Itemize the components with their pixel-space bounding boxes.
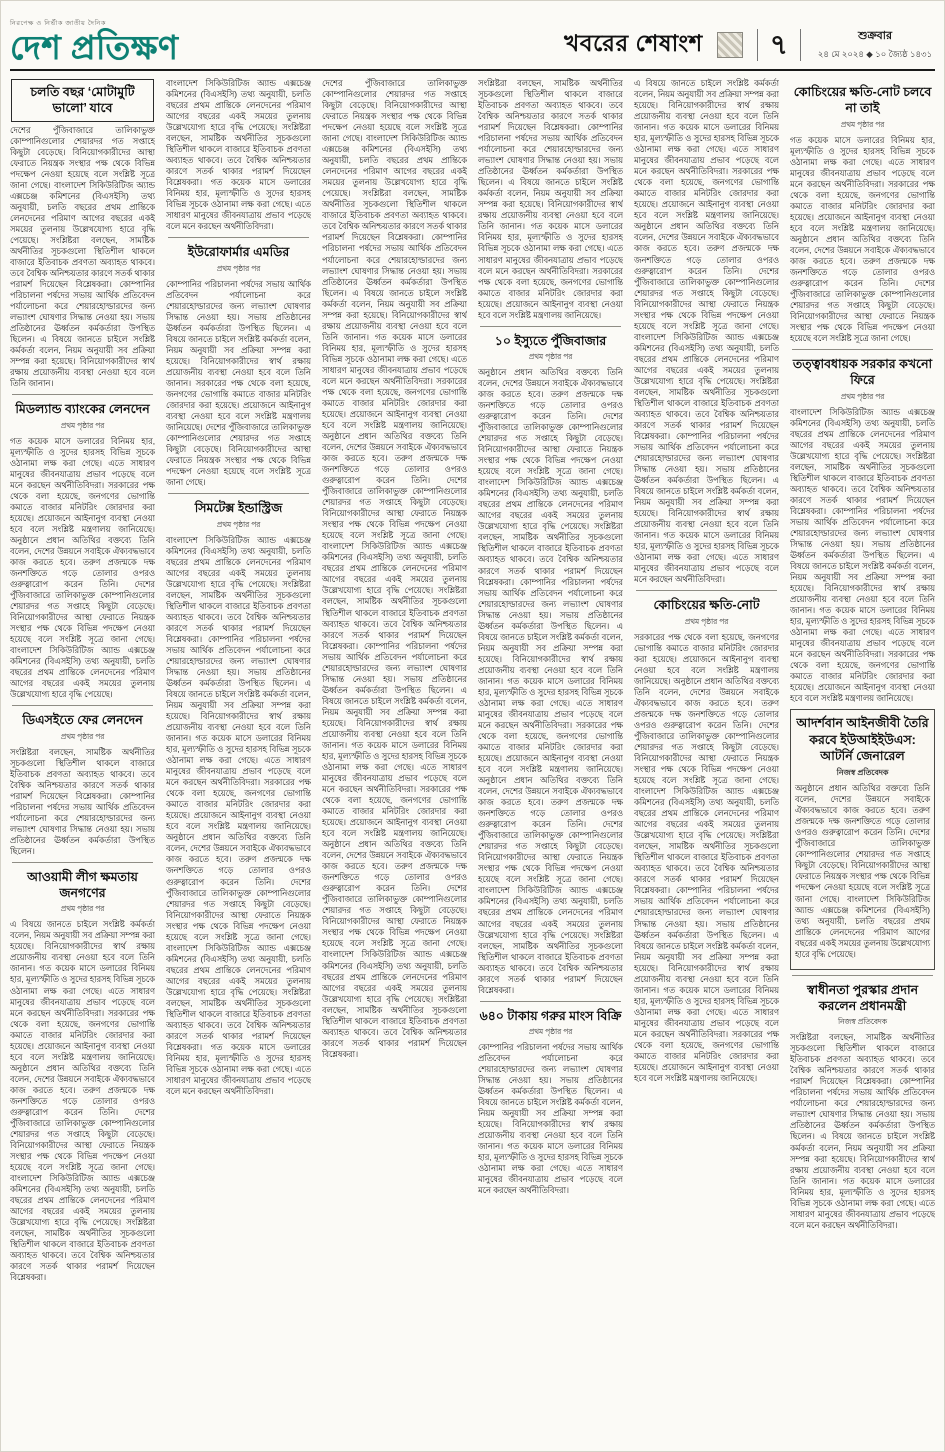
crest-icon (717, 32, 743, 58)
newspaper-logo (10, 18, 178, 64)
article-kicker: প্রথম পৃষ্ঠার পর (60, 731, 105, 741)
article-body: দেশের পুঁজিবাজারে তালিকাভুক্ত কোম্পানিগুলোর শেয়ারদর গত সপ্তাহে কিছুটা বেড়েছে। বিনিয়োগকারীদের আস্থা ফেরাতে নিয়ন্ত্রক সংস্থার পক্ষ থেকে বিভিন্ন পদক্ষেপ নেওয়া হয়েছে বলে সংশ্লিষ্ট সূত্রে জানা গেছে। বাংলাদেশ সিকিউরিটিজ অ্যান্ড এক্সচেঞ্জ কমিশনের (বিএসইসি) তথ্য অনুযায়ী, চলতি বছরের প্রথম প্রান্তিকে লেনদেনের পরিমাণ আগের বছরের একই সময়ের তুলনায় উল্লেখযোগ্য হারে বৃদ্ধি পেয়েছে। সংশ্লিষ্টরা বলছেন, সামষ্টিক অর্থনীতির সূচকগুলো স্থিতিশীল থাকলে বাজারে ইতিবাচক প্রবণতা অব্যাহত থাকবে। তবে বৈশ্বিক অনিশ্চয়তার কারণে সতর্ক থাকার পরামর্শ দিয়েছেন বিশ্লেষকরা। কোম্পানির পরিচালনা পর্ষদের সভায় আর্থিক প্রতিবেদন পর্যালোচনা করে শেয়ারহোল্ডারদের জন্য লভ্যাংশ ঘোষণার সিদ্ধান্ত নেওয়া হয়। সভায় প্রতিষ্ঠানের ঊর্ধ্বতন কর্মকর্তারা উপস্থিত ছিলেন। এ বিষয়ে জানতে চাইলে সংশ্লিষ্ট কর্মকর্তা বলেন, নিয়ম অনুযায়ী সব প্রক্রিয়া সম্পন্ন করা হয়েছে। বিনিয়োগকারীদের স্বার্থ রক্ষায় প্রয়োজনীয় ব্যবস্থা নেওয়া হবে বলে তিনি জানান। (10, 124, 155, 389)
article-divider (480, 326, 621, 327)
article-kicker: প্রথম পৃষ্ঠার পর (528, 351, 573, 361)
article-body: অনুষ্ঠানে প্রধান অতিথির বক্তব্যে তিনি বলেন, দেশের উন্নয়নে সবাইকে ঐক্যবদ্ধভাবে কাজ করতে হবে। তরুণ প্রজন্মকে দক্ষ জনশক্তিতে গড়ে তোলার ওপরও গুরুত্বারোপ করেন তিনি। দেশের পুঁজিবাজারে তালিকাভুক্ত কোম্পানিগুলোর শেয়ারদর গত সপ্তাহে কিছুটা বেড়েছে। বিনিয়োগকারীদের আস্থা ফেরাতে নিয়ন্ত্রক সংস্থার পক্ষ থেকে বিভিন্ন পদক্ষেপ নেওয়া হয়েছে বলে সংশ্লিষ্ট সূত্রে জানা গেছে। বাংলাদেশ সিকিউরিটিজ অ্যান্ড এক্সচেঞ্জ কমিশনের (বিএসইসি) তথ্য অনুযায়ী, চলতি বছরের প্রথম প্রান্তিকে লেনদেনের পরিমাণ আগের বছরের একই সময়ের তুলনায় উল্লেখযোগ্য হারে বৃদ্ধি পেয়েছে। সংশ্লিষ্টরা বলছেন, সামষ্টিক অর্থনীতির সূচকগুলো স্থিতিশীল থাকলে বাজারে ইতিবাচক প্রবণতা অব্যাহত থাকবে। তবে বৈশ্বিক অনিশ্চয়তার কারণে সতর্ক থাকার পরামর্শ দিয়েছেন বিশ্লেষকরা। কোম্পানির পরিচালনা পর্ষদের সভায় আর্থিক প্রতিবেদন পর্যালোচনা করে শেয়ারহোল্ডারদের জন্য লভ্যাংশ ঘোষণার সিদ্ধান্ত নেওয়া হয়। সভায় প্রতিষ্ঠানের ঊর্ধ্বতন কর্মকর্তারা উপস্থিত ছিলেন। এ বিষয়ে জানতে চাইলে সংশ্লিষ্ট কর্মকর্তা বলেন, নিয়ম অনুযায়ী সব প্রক্রিয়া সম্পন্ন করা হয়েছে। বিনিয়োগকারীদের স্বার্থ রক্ষায় প্রয়োজনীয় ব্যবস্থা নেওয়া হবে বলে তিনি জানান। গত কয়েক মাসে ডলারের বিনিময় হার, মূল্যস্ফীতি ও সুদের হারসহ বিভিন্ন সূচকে ওঠানামা লক্ষ করা গেছে। এতে সাধারণ মানুষের জীবনযাত্রায় প্রভাব পড়েছে বলে মনে করছেন অর্থনীতিবিদরা। সরকারের পক্ষ থেকে বলা হয়েছে, জনগণের ভোগান্তি কমাতে বাজার মনিটরিং জোরদার করা হয়েছে। প্রয়োজনে আইনানুগ ব্যবস্থা নেওয়া হবে বলে সংশ্লিষ্ট মন্ত্রণালয় জানিয়েছে। অনুষ্ঠানে প্রধান অতিথির বক্তব্যে তিনি বলেন, দেশের উন্নয়নে সবাইকে ঐক্যবদ্ধভাবে কাজ করতে হবে। তরুণ প্রজন্মকে দক্ষ জনশক্তিতে গড়ে তোলার ওপরও গুরুত্বারোপ করেন তিনি। দেশের পুঁজিবাজারে তালিকাভুক্ত কোম্পানিগুলোর শেয়ারদর গত সপ্তাহে কিছুটা বেড়েছে। বিনিয়োগকারীদের আস্থা ফেরাতে নিয়ন্ত্রক সংস্থার পক্ষ থেকে বিভিন্ন পদক্ষেপ নেওয়া হয়েছে বলে সংশ্লিষ্ট সূত্রে জানা গেছে। বাংলাদেশ সিকিউরিটিজ অ্যান্ড এক্সচেঞ্জ কমিশনের (বিএসইসি) তথ্য অনুযায়ী, চলতি বছরের প্রথম প্রান্তিকে লেনদেনের পরিমাণ আগের বছরের একই সময়ের তুলনায় উল্লেখযোগ্য হারে বৃদ্ধি পেয়েছে। সংশ্লিষ্টরা বলছেন, সামষ্টিক অর্থনীতির সূচকগুলো স্থিতিশীল থাকলে বাজারে ইতিবাচক প্রবণতা অব্যাহত থাকবে। তবে বৈশ্বিক অনিশ্চয়তার কারণে সতর্ক থাকার পরামর্শ দিয়েছেন বিশ্লেষকরা। (478, 366, 623, 995)
article-body: বাংলাদেশ সিকিউরিটিজ অ্যান্ড এক্সচেঞ্জ কমিশনের (বিএসইসি) তথ্য অনুযায়ী, চলতি বছরের প্রথম প্রান্তিকে লেনদেনের পরিমাণ আগের বছরের একই সময়ের তুলনায় উল্লেখযোগ্য হারে বৃদ্ধি পেয়েছে। সংশ্লিষ্টরা বলছেন, সামষ্টিক অর্থনীতির সূচকগুলো স্থিতিশীল থাকলে বাজারে ইতিবাচক প্রবণতা অব্যাহত থাকবে। তবে বৈশ্বিক অনিশ্চয়তার কারণে সতর্ক থাকার পরামর্শ দিয়েছেন বিশ্লেষকরা। গত কয়েক মাসে ডলারের বিনিময় হার, মূল্যস্ফীতি ও সুদের হারসহ বিভিন্ন সূচকে ওঠানামা লক্ষ করা গেছে। এতে সাধারণ মানুষের জীবনযাত্রায় প্রভাব পড়েছে বলে মনে করছেন অর্থনীতিবিদরা। (166, 78, 311, 232)
article-body: এ বিষয়ে জানতে চাইলে সংশ্লিষ্ট কর্মকর্তা বলেন, নিয়ম অনুযায়ী সব প্রক্রিয়া সম্পন্ন করা হয়েছে। বিনিয়োগকারীদের স্বার্থ রক্ষায় প্রয়োজনীয় ব্যবস্থা নেওয়া হবে বলে তিনি জানান। গত কয়েক মাসে ডলারের বিনিময় হার, মূল্যস্ফীতি ও সুদের হারসহ বিভিন্ন সূচকে ওঠানামা লক্ষ করা গেছে। এতে সাধারণ মানুষের জীবনযাত্রায় প্রভাব পড়েছে বলে মনে করছেন অর্থনীতিবিদরা। সরকারের পক্ষ থেকে বলা হয়েছে, জনগণের ভোগান্তি কমাতে বাজার মনিটরিং জোরদার করা হয়েছে। প্রয়োজনে আইনানুগ ব্যবস্থা নেওয়া হবে বলে সংশ্লিষ্ট মন্ত্রণালয় জানিয়েছে। অনুষ্ঠানে প্রধান অতিথির বক্তব্যে তিনি বলেন, দেশের উন্নয়নে সবাইকে ঐক্যবদ্ধভাবে কাজ করতে হবে। তরুণ প্রজন্মকে দক্ষ জনশক্তিতে গড়ে তোলার ওপরও গুরুত্বারোপ করেন তিনি। দেশের পুঁজিবাজারে তালিকাভুক্ত কোম্পানিগুলোর শেয়ারদর গত সপ্তাহে কিছুটা বেড়েছে। বিনিয়োগকারীদের আস্থা ফেরাতে নিয়ন্ত্রক সংস্থার পক্ষ থেকে বিভিন্ন পদক্ষেপ নেওয়া হয়েছে বলে সংশ্লিষ্ট সূত্রে জানা গেছে। বাংলাদেশ সিকিউরিটিজ অ্যান্ড এক্সচেঞ্জ কমিশনের (বিএসইসি) তথ্য অনুযায়ী, চলতি বছরের প্রথম প্রান্তিকে লেনদেনের পরিমাণ আগের বছরের একই সময়ের তুলনায় উল্লেখযোগ্য হারে বৃদ্ধি পেয়েছে। সংশ্লিষ্টরা বলছেন, সামষ্টিক অর্থনীতির সূচকগুলো স্থিতিশীল থাকলে বাজারে ইতিবাচক প্রবণতা অব্যাহত থাকবে। তবে বৈশ্বিক অনিশ্চয়তার কারণে সতর্ক থাকার পরামর্শ দিয়েছেন বিশ্লেষকরা। (10, 919, 155, 1283)
article-byline: নিজস্ব প্রতিবেদক (836, 768, 889, 778)
article-body: সরকারের পক্ষ থেকে বলা হয়েছে, জনগণের ভোগান্তি কমাতে বাজার মনিটরিং জোরদার করা হয়েছে। প্রয়োজনে আইনানুগ ব্যবস্থা নেওয়া হবে বলে সংশ্লিষ্ট মন্ত্রণালয় জানিয়েছে। অনুষ্ঠানে প্রধান অতিথির বক্তব্যে তিনি বলেন, দেশের উন্নয়নে সবাইকে ঐক্যবদ্ধভাবে কাজ করতে হবে। তরুণ প্রজন্মকে দক্ষ জনশক্তিতে গড়ে তোলার ওপরও গুরুত্বারোপ করেন তিনি। দেশের পুঁজিবাজারে তালিকাভুক্ত কোম্পানিগুলোর শেয়ারদর গত সপ্তাহে কিছুটা বেড়েছে। বিনিয়োগকারীদের আস্থা ফেরাতে নিয়ন্ত্রক সংস্থার পক্ষ থেকে বিভিন্ন পদক্ষেপ নেওয়া হয়েছে বলে সংশ্লিষ্ট সূত্রে জানা গেছে। বাংলাদেশ সিকিউরিটিজ অ্যান্ড এক্সচেঞ্জ কমিশনের (বিএসইসি) তথ্য অনুযায়ী, চলতি বছরের প্রথম প্রান্তিকে লেনদেনের পরিমাণ আগের বছরের একই সময়ের তুলনায় উল্লেখযোগ্য হারে বৃদ্ধি পেয়েছে। সংশ্লিষ্টরা বলছেন, সামষ্টিক অর্থনীতির সূচকগুলো স্থিতিশীল থাকলে বাজারে ইতিবাচক প্রবণতা অব্যাহত থাকবে। তবে বৈশ্বিক অনিশ্চয়তার কারণে সতর্ক থাকার পরামর্শ দিয়েছেন বিশ্লেষকরা। কোম্পানির পরিচালনা পর্ষদের সভায় আর্থিক প্রতিবেদন পর্যালোচনা করে শেয়ারহোল্ডারদের জন্য লভ্যাংশ ঘোষণার সিদ্ধান্ত নেওয়া হয়। সভায় প্রতিষ্ঠানের ঊর্ধ্বতন কর্মকর্তারা উপস্থিত ছিলেন। এ বিষয়ে জানতে চাইলে সংশ্লিষ্ট কর্মকর্তা বলেন, নিয়ম অনুযায়ী সব প্রক্রিয়া সম্পন্ন করা হয়েছে। বিনিয়োগকারীদের স্বার্থ রক্ষায় প্রয়োজনীয় ব্যবস্থা নেওয়া হবে বলে তিনি জানান। গত কয়েক মাসে ডলারের বিনিময় হার, মূল্যস্ফীতি ও সুদের হারসহ বিভিন্ন সূচকে ওঠানামা লক্ষ করা গেছে। এতে সাধারণ মানুষের জীবনযাত্রায় প্রভাব পড়েছে বলে মনে করছেন অর্থনীতিবিদরা। সরকারের পক্ষ থেকে বলা হয়েছে, জনগণের ভোগান্তি কমাতে বাজার মনিটরিং জোরদার করা হয়েছে। প্রয়োজনে আইনানুগ ব্যবস্থা নেওয়া হবে বলে সংশ্লিষ্ট মন্ত্রণালয় জানিয়েছে। (634, 631, 779, 1083)
news-columns (10, 78, 935, 1445)
article-kicker: প্রথম পৃষ্ঠার পর (216, 519, 261, 529)
article-headline: ১০ ইস্যুতে পুঁজিবাজার (494, 333, 607, 348)
article-kicker: প্রথম পৃষ্ঠার পর (528, 1026, 573, 1036)
date-block (815, 27, 935, 62)
article-headline: চলতি বছর ‘মোটামুটি ভালো’ যাবে (11, 79, 154, 122)
article-kicker: প্রথম পৃষ্ঠার পর (60, 904, 105, 914)
article-divider (168, 493, 309, 494)
article-headline: কোচিংয়ের ক্ষতি-নোট চলবে না তাই (793, 85, 932, 116)
article-divider (12, 394, 153, 395)
article-headline: সিমটেক্স ইন্ডাস্ট্রিজ (194, 501, 283, 516)
page-number: ৭ (757, 29, 801, 61)
article-body: দেশের পুঁজিবাজারে তালিকাভুক্ত কোম্পানিগুলোর শেয়ারদর গত সপ্তাহে কিছুটা বেড়েছে। বিনিয়োগকারীদের আস্থা ফেরাতে নিয়ন্ত্রক সংস্থার পক্ষ থেকে বিভিন্ন পদক্ষেপ নেওয়া হয়েছে বলে সংশ্লিষ্ট সূত্রে জানা গেছে। বাংলাদেশ সিকিউরিটিজ অ্যান্ড এক্সচেঞ্জ কমিশনের (বিএসইসি) তথ্য অনুযায়ী, চলতি বছরের প্রথম প্রান্তিকে লেনদেনের পরিমাণ আগের বছরের একই সময়ের তুলনায় উল্লেখযোগ্য হারে বৃদ্ধি পেয়েছে। সংশ্লিষ্টরা বলছেন, সামষ্টিক অর্থনীতির সূচকগুলো স্থিতিশীল থাকলে বাজারে ইতিবাচক প্রবণতা অব্যাহত থাকবে। তবে বৈশ্বিক অনিশ্চয়তার কারণে সতর্ক থাকার পরামর্শ দিয়েছেন বিশ্লেষকরা। কোম্পানির পরিচালনা পর্ষদের সভায় আর্থিক প্রতিবেদন পর্যালোচনা করে শেয়ারহোল্ডারদের জন্য লভ্যাংশ ঘোষণার সিদ্ধান্ত নেওয়া হয়। সভায় প্রতিষ্ঠানের ঊর্ধ্বতন কর্মকর্তারা উপস্থিত ছিলেন। এ বিষয়ে জানতে চাইলে সংশ্লিষ্ট কর্মকর্তা বলেন, নিয়ম অনুযায়ী সব প্রক্রিয়া সম্পন্ন করা হয়েছে। বিনিয়োগকারীদের স্বার্থ রক্ষায় প্রয়োজনীয় ব্যবস্থা নেওয়া হবে বলে তিনি জানান। গত কয়েক মাসে ডলারের বিনিময় হার, মূল্যস্ফীতি ও সুদের হারসহ বিভিন্ন সূচকে ওঠানামা লক্ষ করা গেছে। এতে সাধারণ মানুষের জীবনযাত্রায় প্রভাব পড়েছে বলে মনে করছেন অর্থনীতিবিদরা। সরকারের পক্ষ থেকে বলা হয়েছে, জনগণের ভোগান্তি কমাতে বাজার মনিটরিং জোরদার করা হয়েছে। প্রয়োজনে আইনানুগ ব্যবস্থা নেওয়া হবে বলে সংশ্লিষ্ট মন্ত্রণালয় জানিয়েছে। অনুষ্ঠানে প্রধান অতিথির বক্তব্যে তিনি বলেন, দেশের উন্নয়নে সবাইকে ঐক্যবদ্ধভাবে কাজ করতে হবে। তরুণ প্রজন্মকে দক্ষ জনশক্তিতে গড়ে তোলার ওপরও গুরুত্বারোপ করেন তিনি। দেশের পুঁজিবাজারে তালিকাভুক্ত কোম্পানিগুলোর শেয়ারদর গত সপ্তাহে কিছুটা বেড়েছে। বিনিয়োগকারীদের আস্থা ফেরাতে নিয়ন্ত্রক সংস্থার পক্ষ থেকে বিভিন্ন পদক্ষেপ নেওয়া হয়েছে বলে সংশ্লিষ্ট সূত্রে জানা গেছে। বাংলাদেশ সিকিউরিটিজ অ্যান্ড এক্সচেঞ্জ কমিশনের (বিএসইসি) তথ্য অনুযায়ী, চলতি বছরের প্রথম প্রান্তিকে লেনদেনের পরিমাণ আগের বছরের একই সময়ের তুলনায় উল্লেখযোগ্য হারে বৃদ্ধি পেয়েছে। সংশ্লিষ্টরা বলছেন, সামষ্টিক অর্থনীতির সূচকগুলো স্থিতিশীল থাকলে বাজারে ইতিবাচক প্রবণতা অব্যাহত থাকবে। তবে বৈশ্বিক অনিশ্চয়তার কারণে সতর্ক থাকার পরামর্শ দিয়েছেন বিশ্লেষকরা। কোম্পানির পরিচালনা পর্ষদের সভায় আর্থিক প্রতিবেদন পর্যালোচনা করে শেয়ারহোল্ডারদের জন্য লভ্যাংশ ঘোষণার সিদ্ধান্ত নেওয়া হয়। সভায় প্রতিষ্ঠানের ঊর্ধ্বতন কর্মকর্তারা উপস্থিত ছিলেন। এ বিষয়ে জানতে চাইলে সংশ্লিষ্ট কর্মকর্তা বলেন, নিয়ম অনুযায়ী সব প্রক্রিয়া সম্পন্ন করা হয়েছে। বিনিয়োগকারীদের স্বার্থ রক্ষায় প্রয়োজনীয় ব্যবস্থা নেওয়া হবে বলে তিনি জানান। গত কয়েক মাসে ডলারের বিনিময় হার, মূল্যস্ফীতি ও সুদের হারসহ বিভিন্ন সূচকে ওঠানামা লক্ষ করা গেছে। এতে সাধারণ মানুষের জীবনযাত্রায় প্রভাব পড়েছে বলে মনে করছেন অর্থনীতিবিদরা। সরকারের পক্ষ থেকে বলা হয়েছে, জনগণের ভোগান্তি কমাতে বাজার মনিটরিং জোরদার করা হয়েছে। প্রয়োজনে আইনানুগ ব্যবস্থা নেওয়া হবে বলে সংশ্লিষ্ট মন্ত্রণালয় জানিয়েছে। অনুষ্ঠানে প্রধান অতিথির বক্তব্যে তিনি বলেন, দেশের উন্নয়নে সবাইকে ঐক্যবদ্ধভাবে কাজ করতে হবে। তরুণ প্রজন্মকে দক্ষ জনশক্তিতে গড়ে তোলার ওপরও গুরুত্বারোপ করেন তিনি। দেশের পুঁজিবাজারে তালিকাভুক্ত কোম্পানিগুলোর শেয়ারদর গত সপ্তাহে কিছুটা বেড়েছে। বিনিয়োগকারীদের আস্থা ফেরাতে নিয়ন্ত্রক সংস্থার পক্ষ থেকে বিভিন্ন পদক্ষেপ নেওয়া হয়েছে বলে সংশ্লিষ্ট সূত্রে জানা গেছে। বাংলাদেশ সিকিউরিটিজ অ্যান্ড এক্সচেঞ্জ কমিশনের (বিএসইসি) তথ্য অনুযায়ী, চলতি বছরের প্রথম প্রান্তিকে লেনদেনের পরিমাণ আগের বছরের একই সময়ের তুলনায় উল্লেখযোগ্য হারে বৃদ্ধি পেয়েছে। সংশ্লিষ্টরা বলছেন, সামষ্টিক অর্থনীতির সূচকগুলো স্থিতিশীল থাকলে বাজারে ইতিবাচক প্রবণতা অব্যাহত থাকবে। তবে বৈশ্বিক অনিশ্চয়তার কারণে সতর্ক থাকার পরামর্শ দিয়েছেন বিশ্লেষকরা। (322, 78, 467, 1059)
news-column-2 (166, 78, 311, 1445)
masthead-tagline: নিরপেক্ষ ও নির্ভীক জাতীয় দৈনিক (10, 20, 106, 27)
article-divider (792, 349, 933, 350)
news-column-5 (634, 78, 779, 1445)
date-line: ২৪ মে ২০২৪ ◆ ১০ জ্যৈষ্ঠ ১৪৩১ (817, 49, 933, 59)
boxed-article (790, 709, 935, 969)
newspaper-logo-text: দেশ প্রতিক্ষণ (10, 29, 179, 66)
news-column-4 (478, 78, 623, 1445)
article-headline: তত্ত্বাবধায়ক সরকার কখনো ফিরে (792, 357, 933, 388)
article-headline: মিডল্যান্ড ব্যাংকের লেনদেন (15, 402, 150, 417)
article-headline: আদর্শবান আইনজীবী তৈরি করবে ইউআইইউএস: আটর্নি জেনারেল (796, 716, 929, 763)
article-kicker: প্রথম পৃষ্ঠার পর (840, 391, 885, 401)
article-divider (636, 590, 777, 591)
article-kicker: প্রথম পৃষ্ঠার পর (684, 616, 729, 626)
article-headline: ইউরোফার্মার এমডির (187, 245, 290, 260)
article-body: অনুষ্ঠানে প্রধান অতিথির বক্তব্যে তিনি বলেন, দেশের উন্নয়নে সবাইকে ঐক্যবদ্ধভাবে কাজ করতে হবে। তরুণ প্রজন্মকে দক্ষ জনশক্তিতে গড়ে তোলার ওপরও গুরুত্বারোপ করেন তিনি। দেশের পুঁজিবাজারে তালিকাভুক্ত কোম্পানিগুলোর শেয়ারদর গত সপ্তাহে কিছুটা বেড়েছে। বিনিয়োগকারীদের আস্থা ফেরাতে নিয়ন্ত্রক সংস্থার পক্ষ থেকে বিভিন্ন পদক্ষেপ নেওয়া হয়েছে বলে সংশ্লিষ্ট সূত্রে জানা গেছে। বাংলাদেশ সিকিউরিটিজ অ্যান্ড এক্সচেঞ্জ কমিশনের (বিএসইসি) তথ্য অনুযায়ী, চলতি বছরের প্রথম প্রান্তিকে লেনদেনের পরিমাণ আগের বছরের একই সময়ের তুলনায় উল্লেখযোগ্য হারে বৃদ্ধি পেয়েছে। (795, 783, 930, 959)
article-headline: ডিএসইতে ফের লেনদেন (22, 713, 143, 728)
article-body: সংশ্লিষ্টরা বলছেন, সামষ্টিক অর্থনীতির সূচকগুলো স্থিতিশীল থাকলে বাজারে ইতিবাচক প্রবণতা অব্যাহত থাকবে। তবে বৈশ্বিক অনিশ্চয়তার কারণে সতর্ক থাকার পরামর্শ দিয়েছেন বিশ্লেষকরা। কোম্পানির পরিচালনা পর্ষদের সভায় আর্থিক প্রতিবেদন পর্যালোচনা করে শেয়ারহোল্ডারদের জন্য লভ্যাংশ ঘোষণার সিদ্ধান্ত নেওয়া হয়। সভায় প্রতিষ্ঠানের ঊর্ধ্বতন কর্মকর্তারা উপস্থিত ছিলেন। এ বিষয়ে জানতে চাইলে সংশ্লিষ্ট কর্মকর্তা বলেন, নিয়ম অনুযায়ী সব প্রক্রিয়া সম্পন্ন করা হয়েছে। বিনিয়োগকারীদের স্বার্থ রক্ষায় প্রয়োজনীয় ব্যবস্থা নেওয়া হবে বলে তিনি জানান। গত কয়েক মাসে ডলারের বিনিময় হার, মূল্যস্ফীতি ও সুদের হারসহ বিভিন্ন সূচকে ওঠানামা লক্ষ করা গেছে। এতে সাধারণ মানুষের জীবনযাত্রায় প্রভাব পড়েছে বলে মনে করছেন অর্থনীতিবিদরা। (790, 1032, 935, 1230)
news-column-1 (10, 78, 155, 1445)
weekday-label: শুক্রবার (857, 30, 893, 42)
news-column-3 (322, 78, 467, 1445)
article-kicker: প্রথম পৃষ্ঠার পর (216, 263, 261, 273)
article-kicker: প্রথম পৃষ্ঠার পর (60, 420, 105, 430)
article-headline: কোচিংয়ের ক্ষতি-নোট (653, 598, 760, 613)
article-headline: স্বাধীনতা পুরস্কার প্রদান করলেন প্রধানমন্ত্রী (806, 982, 919, 1013)
article-body: গত কয়েক মাসে ডলারের বিনিময় হার, মূল্যস্ফীতি ও সুদের হারসহ বিভিন্ন সূচকে ওঠানামা লক্ষ করা গেছে। এতে সাধারণ মানুষের জীবনযাত্রায় প্রভাব পড়েছে বলে মনে করছেন অর্থনীতিবিদরা। সরকারের পক্ষ থেকে বলা হয়েছে, জনগণের ভোগান্তি কমাতে বাজার মনিটরিং জোরদার করা হয়েছে। প্রয়োজনে আইনানুগ ব্যবস্থা নেওয়া হবে বলে সংশ্লিষ্ট মন্ত্রণালয় জানিয়েছে। অনুষ্ঠানে প্রধান অতিথির বক্তব্যে তিনি বলেন, দেশের উন্নয়নে সবাইকে ঐক্যবদ্ধভাবে কাজ করতে হবে। তরুণ প্রজন্মকে দক্ষ জনশক্তিতে গড়ে তোলার ওপরও গুরুত্বারোপ করেন তিনি। দেশের পুঁজিবাজারে তালিকাভুক্ত কোম্পানিগুলোর শেয়ারদর গত সপ্তাহে কিছুটা বেড়েছে। বিনিয়োগকারীদের আস্থা ফেরাতে নিয়ন্ত্রক সংস্থার পক্ষ থেকে বিভিন্ন পদক্ষেপ নেওয়া হয়েছে বলে সংশ্লিষ্ট সূত্রে জানা গেছে। বাংলাদেশ সিকিউরিটিজ অ্যান্ড এক্সচেঞ্জ কমিশনের (বিএসইসি) তথ্য অনুযায়ী, চলতি বছরের প্রথম প্রান্তিকে লেনদেনের পরিমাণ আগের বছরের একই সময়ের তুলনায় উল্লেখযোগ্য হারে বৃদ্ধি পেয়েছে। (10, 435, 155, 700)
article-body: সংশ্লিষ্টরা বলছেন, সামষ্টিক অর্থনীতির সূচকগুলো স্থিতিশীল থাকলে বাজারে ইতিবাচক প্রবণতা অব্যাহত থাকবে। তবে বৈশ্বিক অনিশ্চয়তার কারণে সতর্ক থাকার পরামর্শ দিয়েছেন বিশ্লেষকরা। কোম্পানির পরিচালনা পর্ষদের সভায় আর্থিক প্রতিবেদন পর্যালোচনা করে শেয়ারহোল্ডারদের জন্য লভ্যাংশ ঘোষণার সিদ্ধান্ত নেওয়া হয়। সভায় প্রতিষ্ঠানের ঊর্ধ্বতন কর্মকর্তারা উপস্থিত ছিলেন। (10, 746, 155, 856)
article-divider (12, 862, 153, 863)
article-kicker: প্রথম পৃষ্ঠার পর (840, 119, 885, 129)
article-kicker: নিজস্ব প্রতিবেদক (837, 1017, 887, 1027)
article-divider (480, 1001, 621, 1002)
article-body: গত কয়েক মাসে ডলারের বিনিময় হার, মূল্যস্ফীতি ও সুদের হারসহ বিভিন্ন সূচকে ওঠানামা লক্ষ করা গেছে। এতে সাধারণ মানুষের জীবনযাত্রায় প্রভাব পড়েছে বলে মনে করছেন অর্থনীতিবিদরা। সরকারের পক্ষ থেকে বলা হয়েছে, জনগণের ভোগান্তি কমাতে বাজার মনিটরিং জোরদার করা হয়েছে। প্রয়োজনে আইনানুগ ব্যবস্থা নেওয়া হবে বলে সংশ্লিষ্ট মন্ত্রণালয় জানিয়েছে। অনুষ্ঠানে প্রধান অতিথির বক্তব্যে তিনি বলেন, দেশের উন্নয়নে সবাইকে ঐক্যবদ্ধভাবে কাজ করতে হবে। তরুণ প্রজন্মকে দক্ষ জনশক্তিতে গড়ে তোলার ওপরও গুরুত্বারোপ করেন তিনি। দেশের পুঁজিবাজারে তালিকাভুক্ত কোম্পানিগুলোর শেয়ারদর গত সপ্তাহে কিছুটা বেড়েছে। বিনিয়োগকারীদের আস্থা ফেরাতে নিয়ন্ত্রক সংস্থার পক্ষ থেকে বিভিন্ন পদক্ষেপ নেওয়া হয়েছে বলে সংশ্লিষ্ট সূত্রে জানা গেছে। (790, 134, 935, 344)
article-body: সংশ্লিষ্টরা বলছেন, সামষ্টিক অর্থনীতির সূচকগুলো স্থিতিশীল থাকলে বাজারে ইতিবাচক প্রবণতা অব্যাহত থাকবে। তবে বৈশ্বিক অনিশ্চয়তার কারণে সতর্ক থাকার পরামর্শ দিয়েছেন বিশ্লেষকরা। কোম্পানির পরিচালনা পর্ষদের সভায় আর্থিক প্রতিবেদন পর্যালোচনা করে শেয়ারহোল্ডারদের জন্য লভ্যাংশ ঘোষণার সিদ্ধান্ত নেওয়া হয়। সভায় প্রতিষ্ঠানের ঊর্ধ্বতন কর্মকর্তারা উপস্থিত ছিলেন। এ বিষয়ে জানতে চাইলে সংশ্লিষ্ট কর্মকর্তা বলেন, নিয়ম অনুযায়ী সব প্রক্রিয়া সম্পন্ন করা হয়েছে। বিনিয়োগকারীদের স্বার্থ রক্ষায় প্রয়োজনীয় ব্যবস্থা নেওয়া হবে বলে তিনি জানান। গত কয়েক মাসে ডলারের বিনিময় হার, মূল্যস্ফীতি ও সুদের হারসহ বিভিন্ন সূচকে ওঠানামা লক্ষ করা গেছে। এতে সাধারণ মানুষের জীবনযাত্রায় প্রভাব পড়েছে বলে মনে করছেন অর্থনীতিবিদরা। সরকারের পক্ষ থেকে বলা হয়েছে, জনগণের ভোগান্তি কমাতে বাজার মনিটরিং জোরদার করা হয়েছে। প্রয়োজনে আইনানুগ ব্যবস্থা নেওয়া হবে বলে সংশ্লিষ্ট মন্ত্রণালয় জানিয়েছে। (478, 78, 623, 320)
article-body: কোম্পানির পরিচালনা পর্ষদের সভায় আর্থিক প্রতিবেদন পর্যালোচনা করে শেয়ারহোল্ডারদের জন্য লভ্যাংশ ঘোষণার সিদ্ধান্ত নেওয়া হয়। সভায় প্রতিষ্ঠানের ঊর্ধ্বতন কর্মকর্তারা উপস্থিত ছিলেন। এ বিষয়ে জানতে চাইলে সংশ্লিষ্ট কর্মকর্তা বলেন, নিয়ম অনুযায়ী সব প্রক্রিয়া সম্পন্ন করা হয়েছে। বিনিয়োগকারীদের স্বার্থ রক্ষায় প্রয়োজনীয় ব্যবস্থা নেওয়া হবে বলে তিনি জানান। গত কয়েক মাসে ডলারের বিনিময় হার, মূল্যস্ফীতি ও সুদের হারসহ বিভিন্ন সূচকে ওঠানামা লক্ষ করা গেছে। এতে সাধারণ মানুষের জীবনযাত্রায় প্রভাব পড়েছে বলে মনে করছেন অর্থনীতিবিদরা। (478, 1041, 623, 1196)
article-body: কোম্পানির পরিচালনা পর্ষদের সভায় আর্থিক প্রতিবেদন পর্যালোচনা করে শেয়ারহোল্ডারদের জন্য লভ্যাংশ ঘোষণার সিদ্ধান্ত নেওয়া হয়। সভায় প্রতিষ্ঠানের ঊর্ধ্বতন কর্মকর্তারা উপস্থিত ছিলেন। এ বিষয়ে জানতে চাইলে সংশ্লিষ্ট কর্মকর্তা বলেন, নিয়ম অনুযায়ী সব প্রক্রিয়া সম্পন্ন করা হয়েছে। বিনিয়োগকারীদের স্বার্থ রক্ষায় প্রয়োজনীয় ব্যবস্থা নেওয়া হবে বলে তিনি জানান। সরকারের পক্ষ থেকে বলা হয়েছে, জনগণের ভোগান্তি কমাতে বাজার মনিটরিং জোরদার করা হয়েছে। প্রয়োজনে আইনানুগ ব্যবস্থা নেওয়া হবে বলে সংশ্লিষ্ট মন্ত্রণালয় জানিয়েছে। দেশের পুঁজিবাজারে তালিকাভুক্ত কোম্পানিগুলোর শেয়ারদর গত সপ্তাহে কিছুটা বেড়েছে। বিনিয়োগকারীদের আস্থা ফেরাতে নিয়ন্ত্রক সংস্থার পক্ষ থেকে বিভিন্ন পদক্ষেপ নেওয়া হয়েছে বলে সংশ্লিষ্ট সূত্রে জানা গেছে। (166, 278, 311, 488)
article-divider (792, 975, 933, 976)
masthead (10, 9, 935, 71)
article-body: এ বিষয়ে জানতে চাইলে সংশ্লিষ্ট কর্মকর্তা বলেন, নিয়ম অনুযায়ী সব প্রক্রিয়া সম্পন্ন করা হয়েছে। বিনিয়োগকারীদের স্বার্থ রক্ষায় প্রয়োজনীয় ব্যবস্থা নেওয়া হবে বলে তিনি জানান। গত কয়েক মাসে ডলারের বিনিময় হার, মূল্যস্ফীতি ও সুদের হারসহ বিভিন্ন সূচকে ওঠানামা লক্ষ করা গেছে। এতে সাধারণ মানুষের জীবনযাত্রায় প্রভাব পড়েছে বলে মনে করছেন অর্থনীতিবিদরা। সরকারের পক্ষ থেকে বলা হয়েছে, জনগণের ভোগান্তি কমাতে বাজার মনিটরিং জোরদার করা হয়েছে। প্রয়োজনে আইনানুগ ব্যবস্থা নেওয়া হবে বলে সংশ্লিষ্ট মন্ত্রণালয় জানিয়েছে। অনুষ্ঠানে প্রধান অতিথির বক্তব্যে তিনি বলেন, দেশের উন্নয়নে সবাইকে ঐক্যবদ্ধভাবে কাজ করতে হবে। তরুণ প্রজন্মকে দক্ষ জনশক্তিতে গড়ে তোলার ওপরও গুরুত্বারোপ করেন তিনি। দেশের পুঁজিবাজারে তালিকাভুক্ত কোম্পানিগুলোর শেয়ারদর গত সপ্তাহে কিছুটা বেড়েছে। বিনিয়োগকারীদের আস্থা ফেরাতে নিয়ন্ত্রক সংস্থার পক্ষ থেকে বিভিন্ন পদক্ষেপ নেওয়া হয়েছে বলে সংশ্লিষ্ট সূত্রে জানা গেছে। বাংলাদেশ সিকিউরিটিজ অ্যান্ড এক্সচেঞ্জ কমিশনের (বিএসইসি) তথ্য অনুযায়ী, চলতি বছরের প্রথম প্রান্তিকে লেনদেনের পরিমাণ আগের বছরের একই সময়ের তুলনায় উল্লেখযোগ্য হারে বৃদ্ধি পেয়েছে। সংশ্লিষ্টরা বলছেন, সামষ্টিক অর্থনীতির সূচকগুলো স্থিতিশীল থাকলে বাজারে ইতিবাচক প্রবণতা অব্যাহত থাকবে। তবে বৈশ্বিক অনিশ্চয়তার কারণে সতর্ক থাকার পরামর্শ দিয়েছেন বিশ্লেষকরা। কোম্পানির পরিচালনা পর্ষদের সভায় আর্থিক প্রতিবেদন পর্যালোচনা করে শেয়ারহোল্ডারদের জন্য লভ্যাংশ ঘোষণার সিদ্ধান্ত নেওয়া হয়। সভায় প্রতিষ্ঠানের ঊর্ধ্বতন কর্মকর্তারা উপস্থিত ছিলেন। এ বিষয়ে জানতে চাইলে সংশ্লিষ্ট কর্মকর্তা বলেন, নিয়ম অনুযায়ী সব প্রক্রিয়া সম্পন্ন করা হয়েছে। বিনিয়োগকারীদের স্বার্থ রক্ষায় প্রয়োজনীয় ব্যবস্থা নেওয়া হবে বলে তিনি জানান। গত কয়েক মাসে ডলারের বিনিময় হার, মূল্যস্ফীতি ও সুদের হারসহ বিভিন্ন সূচকে ওঠানামা লক্ষ করা গেছে। এতে সাধারণ মানুষের জীবনযাত্রায় প্রভাব পড়েছে বলে মনে করছেন অর্থনীতিবিদরা। (634, 78, 779, 585)
article-divider (12, 705, 153, 706)
news-column-6 (790, 78, 935, 1445)
article-body: বাংলাদেশ সিকিউরিটিজ অ্যান্ড এক্সচেঞ্জ কমিশনের (বিএসইসি) তথ্য অনুযায়ী, চলতি বছরের প্রথম প্রান্তিকে লেনদেনের পরিমাণ আগের বছরের একই সময়ের তুলনায় উল্লেখযোগ্য হারে বৃদ্ধি পেয়েছে। সংশ্লিষ্টরা বলছেন, সামষ্টিক অর্থনীতির সূচকগুলো স্থিতিশীল থাকলে বাজারে ইতিবাচক প্রবণতা অব্যাহত থাকবে। তবে বৈশ্বিক অনিশ্চয়তার কারণে সতর্ক থাকার পরামর্শ দিয়েছেন বিশ্লেষকরা। কোম্পানির পরিচালনা পর্ষদের সভায় আর্থিক প্রতিবেদন পর্যালোচনা করে শেয়ারহোল্ডারদের জন্য লভ্যাংশ ঘোষণার সিদ্ধান্ত নেওয়া হয়। সভায় প্রতিষ্ঠানের ঊর্ধ্বতন কর্মকর্তারা উপস্থিত ছিলেন। এ বিষয়ে জানতে চাইলে সংশ্লিষ্ট কর্মকর্তা বলেন, নিয়ম অনুযায়ী সব প্রক্রিয়া সম্পন্ন করা হয়েছে। বিনিয়োগকারীদের স্বার্থ রক্ষায় প্রয়োজনীয় ব্যবস্থা নেওয়া হবে বলে তিনি জানান। গত কয়েক মাসে ডলারের বিনিময় হার, মূল্যস্ফীতি ও সুদের হারসহ বিভিন্ন সূচকে ওঠানামা লক্ষ করা গেছে। এতে সাধারণ মানুষের জীবনযাত্রায় প্রভাব পড়েছে বলে মনে করছেন অর্থনীতিবিদরা। সরকারের পক্ষ থেকে বলা হয়েছে, জনগণের ভোগান্তি কমাতে বাজার মনিটরিং জোরদার করা হয়েছে। প্রয়োজনে আইনানুগ ব্যবস্থা নেওয়া হবে বলে সংশ্লিষ্ট মন্ত্রণালয় জানিয়েছে। অনুষ্ঠানে প্রধান অতিথির বক্তব্যে তিনি বলেন, দেশের উন্নয়নে সবাইকে ঐক্যবদ্ধভাবে কাজ করতে হবে। তরুণ প্রজন্মকে দক্ষ জনশক্তিতে গড়ে তোলার ওপরও গুরুত্বারোপ করেন তিনি। দেশের পুঁজিবাজারে তালিকাভুক্ত কোম্পানিগুলোর শেয়ারদর গত সপ্তাহে কিছুটা বেড়েছে। বিনিয়োগকারীদের আস্থা ফেরাতে নিয়ন্ত্রক সংস্থার পক্ষ থেকে বিভিন্ন পদক্ষেপ নেওয়া হয়েছে বলে সংশ্লিষ্ট সূত্রে জানা গেছে। বাংলাদেশ সিকিউরিটিজ অ্যান্ড এক্সচেঞ্জ কমিশনের (বিএসইসি) তথ্য অনুযায়ী, চলতি বছরের প্রথম প্রান্তিকে লেনদেনের পরিমাণ আগের বছরের একই সময়ের তুলনায় উল্লেখযোগ্য হারে বৃদ্ধি পেয়েছে। সংশ্লিষ্টরা বলছেন, সামষ্টিক অর্থনীতির সূচকগুলো স্থিতিশীল থাকলে বাজারে ইতিবাচক প্রবণতা অব্যাহত থাকবে। তবে বৈশ্বিক অনিশ্চয়তার কারণে সতর্ক থাকার পরামর্শ দিয়েছেন বিশ্লেষকরা। গত কয়েক মাসে ডলারের বিনিময় হার, মূল্যস্ফীতি ও সুদের হারসহ বিভিন্ন সূচকে ওঠানামা লক্ষ করা গেছে। এতে সাধারণ মানুষের জীবনযাত্রায় প্রভাব পড়েছে বলে মনে করছেন অর্থনীতিবিদরা। (166, 534, 311, 1097)
article-headline: ৬৪০ টাকায় গরুর মাংস বিক্রি (479, 1008, 622, 1023)
article-headline: আওয়ামী লীগ ক্ষমতায় জনগণের (27, 869, 138, 901)
masthead-right (564, 25, 935, 64)
section-title: খবরের শেষাংশ (564, 30, 703, 56)
article-body: বাংলাদেশ সিকিউরিটিজ অ্যান্ড এক্সচেঞ্জ কমিশনের (বিএসইসি) তথ্য অনুযায়ী, চলতি বছরের প্রথম প্রান্তিকে লেনদেনের পরিমাণ আগের বছরের একই সময়ের তুলনায় উল্লেখযোগ্য হারে বৃদ্ধি পেয়েছে। সংশ্লিষ্টরা বলছেন, সামষ্টিক অর্থনীতির সূচকগুলো স্থিতিশীল থাকলে বাজারে ইতিবাচক প্রবণতা অব্যাহত থাকবে। তবে বৈশ্বিক অনিশ্চয়তার কারণে সতর্ক থাকার পরামর্শ দিয়েছেন বিশ্লেষকরা। কোম্পানির পরিচালনা পর্ষদের সভায় আর্থিক প্রতিবেদন পর্যালোচনা করে শেয়ারহোল্ডারদের জন্য লভ্যাংশ ঘোষণার সিদ্ধান্ত নেওয়া হয়। সভায় প্রতিষ্ঠানের ঊর্ধ্বতন কর্মকর্তারা উপস্থিত ছিলেন। এ বিষয়ে জানতে চাইলে সংশ্লিষ্ট কর্মকর্তা বলেন, নিয়ম অনুযায়ী সব প্রক্রিয়া সম্পন্ন করা হয়েছে। বিনিয়োগকারীদের স্বার্থ রক্ষায় প্রয়োজনীয় ব্যবস্থা নেওয়া হবে বলে তিনি জানান। গত কয়েক মাসে ডলারের বিনিময় হার, মূল্যস্ফীতি ও সুদের হারসহ বিভিন্ন সূচকে ওঠানামা লক্ষ করা গেছে। এতে সাধারণ মানুষের জীবনযাত্রায় প্রভাব পড়েছে বলে মনে করছেন অর্থনীতিবিদরা। সরকারের পক্ষ থেকে বলা হয়েছে, জনগণের ভোগান্তি কমাতে বাজার মনিটরিং জোরদার করা হয়েছে। প্রয়োজনে আইনানুগ ব্যবস্থা নেওয়া হবে বলে সংশ্লিষ্ট মন্ত্রণালয় জানিয়েছে। (790, 406, 935, 704)
article-divider (168, 237, 309, 238)
